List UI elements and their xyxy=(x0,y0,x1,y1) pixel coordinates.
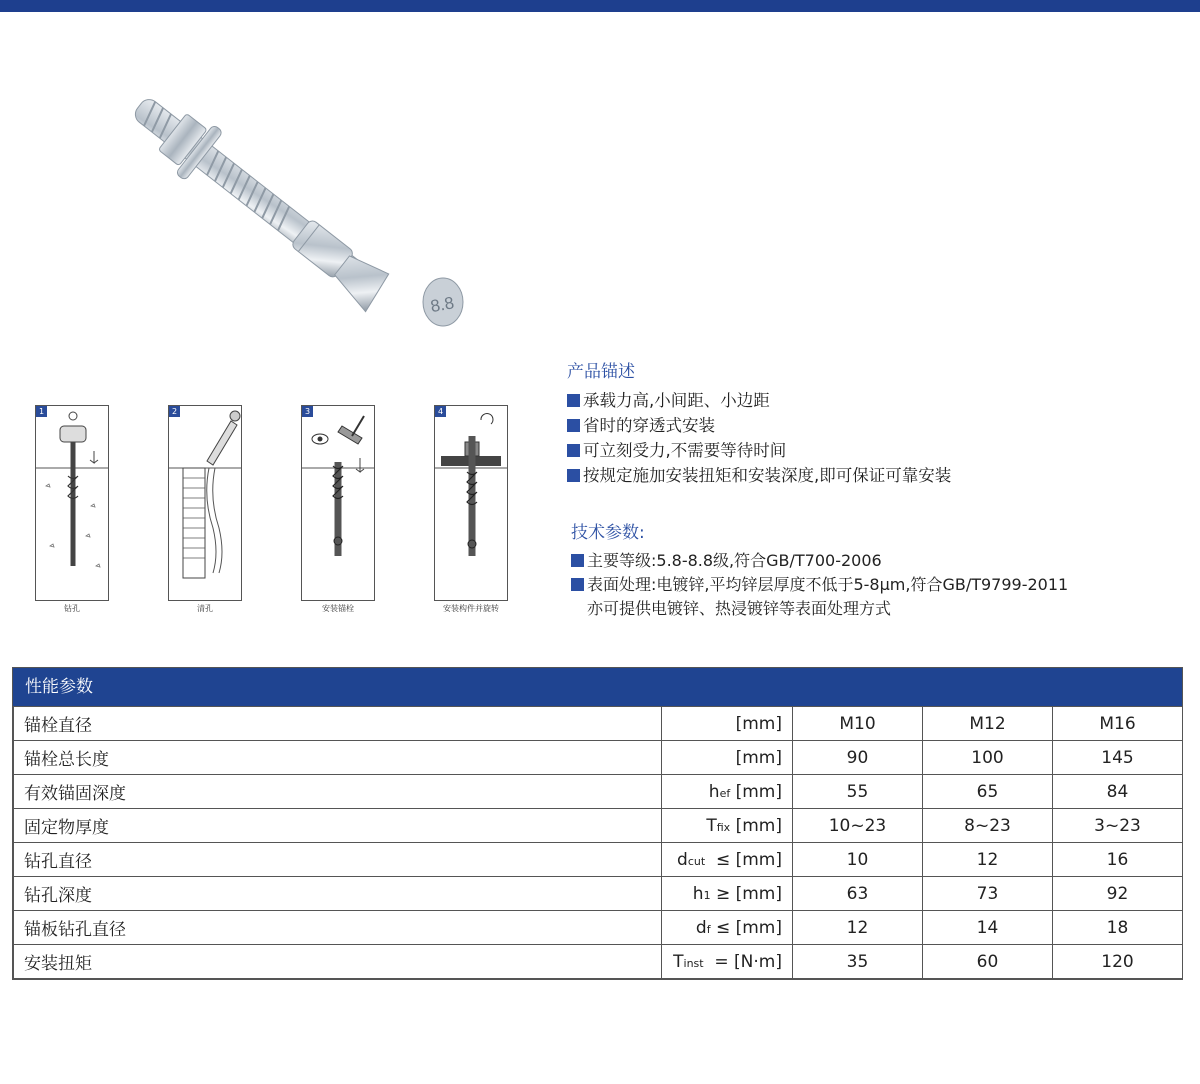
table-row xyxy=(14,775,1183,809)
table-row xyxy=(14,741,1183,775)
table-row xyxy=(14,843,1183,877)
performance-table xyxy=(12,667,1183,980)
anchor-bolt-image xyxy=(100,70,480,350)
product-description xyxy=(567,360,1197,488)
step-number: 4 xyxy=(435,406,446,417)
unit-subscript: ef xyxy=(719,786,731,800)
description-bullet xyxy=(567,388,1197,413)
cell-value: 16 xyxy=(1053,843,1183,877)
table-row xyxy=(14,809,1183,843)
row-label: 安装扭矩 xyxy=(14,945,662,979)
tech-bullet xyxy=(571,573,1199,597)
cell-value: 65 xyxy=(923,775,1053,809)
unit-text: [mm] xyxy=(735,747,782,768)
top-banner xyxy=(0,0,1200,12)
cell-value: 12 xyxy=(793,911,923,945)
cell-value: 63 xyxy=(793,877,923,911)
unit-symbol: T xyxy=(706,815,717,836)
install-step-2 xyxy=(166,405,244,614)
cell-value: 8~23 xyxy=(923,809,1053,843)
description-title: 产品锚述 xyxy=(567,362,635,382)
row-unit xyxy=(662,707,793,741)
unit-symbol: d xyxy=(677,849,688,870)
row-label: 钻孔深度 xyxy=(14,877,662,911)
tech-title: 技术参数: xyxy=(571,523,645,543)
row-label: 锚板钻孔直径 xyxy=(14,911,662,945)
unit-symbol: h xyxy=(692,883,704,904)
bullet-text: 可立刻受力,不需要等待时间 xyxy=(583,441,787,460)
description-bullet xyxy=(567,463,1197,488)
unit-subscript: inst xyxy=(683,956,704,970)
cell-value: M16 xyxy=(1053,707,1183,741)
row-unit xyxy=(662,911,793,945)
technical-parameters xyxy=(571,521,1199,621)
unit-text: ≤ [mm] xyxy=(705,849,782,870)
cell-value: 10 xyxy=(793,843,923,877)
unit-text: [mm] xyxy=(730,815,782,836)
row-label: 有效锚固深度 xyxy=(14,775,662,809)
unit-subscript: 1 xyxy=(703,888,711,902)
cell-value: 18 xyxy=(1053,911,1183,945)
description-bullet xyxy=(567,413,1197,438)
cell-value: 3~23 xyxy=(1053,809,1183,843)
cell-value: 14 xyxy=(923,911,1053,945)
step-caption: 钻孔 xyxy=(64,604,80,613)
unit-subscript: fix xyxy=(716,820,731,834)
table-row xyxy=(14,707,1183,741)
row-unit xyxy=(662,775,793,809)
row-unit xyxy=(662,945,793,979)
step-number: 3 xyxy=(302,406,313,417)
cell-value: 100 xyxy=(923,741,1053,775)
step-caption: 安装锚栓 xyxy=(322,604,354,613)
cell-value: 12 xyxy=(923,843,1053,877)
bullet-square-icon xyxy=(571,578,584,591)
bullet-text: 按规定施加安装扭矩和安装深度,即可保证可靠安装 xyxy=(583,466,952,485)
row-unit xyxy=(662,877,793,911)
cell-value: 120 xyxy=(1053,945,1183,979)
step-number: 1 xyxy=(36,406,47,417)
bullet-square-icon xyxy=(571,554,584,567)
step-caption: 清孔 xyxy=(197,604,213,613)
bullet-text: 表面处理:电镀锌,平均锌层厚度不低于5-8μm,符合GB/T9799-2011 xyxy=(587,575,1069,594)
install-step-3 xyxy=(299,405,377,614)
table-row xyxy=(14,945,1183,979)
table-row xyxy=(14,877,1183,911)
bullet-square-icon xyxy=(567,394,580,407)
cell-value: M12 xyxy=(923,707,1053,741)
row-unit xyxy=(662,843,793,877)
unit-symbol: T xyxy=(673,951,684,972)
unit-symbol: d xyxy=(695,917,707,938)
unit-text: ≤ [mm] xyxy=(710,917,782,938)
cell-value: M10 xyxy=(793,707,923,741)
unit-text: = [N·m] xyxy=(703,951,782,972)
unit-text: [mm] xyxy=(735,713,782,734)
bullet-text: 承载力高,小间距、小边距 xyxy=(583,391,770,410)
unit-symbol: h xyxy=(708,781,720,802)
cell-value: 145 xyxy=(1053,741,1183,775)
row-unit xyxy=(662,741,793,775)
row-label: 钻孔直径 xyxy=(14,843,662,877)
cell-value: 84 xyxy=(1053,775,1183,809)
description-bullet xyxy=(567,438,1197,463)
cell-value: 92 xyxy=(1053,877,1183,911)
bullet-text: 主要等级:5.8-8.8级,符合GB/T700-2006 xyxy=(587,551,882,570)
step-caption: 安装构件并旋转 xyxy=(443,604,499,613)
tech-extra-note: 亦可提供电镀锌、热浸镀锌等表面处理方式 xyxy=(587,599,892,618)
install-step-4 xyxy=(432,405,510,614)
row-unit xyxy=(662,809,793,843)
table-row xyxy=(14,911,1183,945)
tech-bullet xyxy=(571,549,1199,573)
cell-value: 60 xyxy=(923,945,1053,979)
unit-subscript: cut xyxy=(687,854,706,868)
cell-value: 55 xyxy=(793,775,923,809)
bullet-square-icon xyxy=(567,469,580,482)
row-label: 固定物厚度 xyxy=(14,809,662,843)
bullet-text: 省时的穿透式安装 xyxy=(583,416,715,435)
cell-value: 90 xyxy=(793,741,923,775)
row-label: 锚栓总长度 xyxy=(14,741,662,775)
table-title: 性能参数 xyxy=(13,668,1182,706)
cell-value: 73 xyxy=(923,877,1053,911)
unit-text: ≥ [mm] xyxy=(710,883,782,904)
cell-value: 35 xyxy=(793,945,923,979)
step-number: 2 xyxy=(169,406,180,417)
grade-marking: 8.8 xyxy=(428,293,456,317)
bullet-square-icon xyxy=(567,444,580,457)
unit-subscript: f xyxy=(706,922,711,936)
unit-text: [mm] xyxy=(730,781,782,802)
bullet-square-icon xyxy=(567,419,580,432)
cell-value: 10~23 xyxy=(793,809,923,843)
install-step-1 xyxy=(33,405,111,614)
row-label: 锚栓直径 xyxy=(14,707,662,741)
